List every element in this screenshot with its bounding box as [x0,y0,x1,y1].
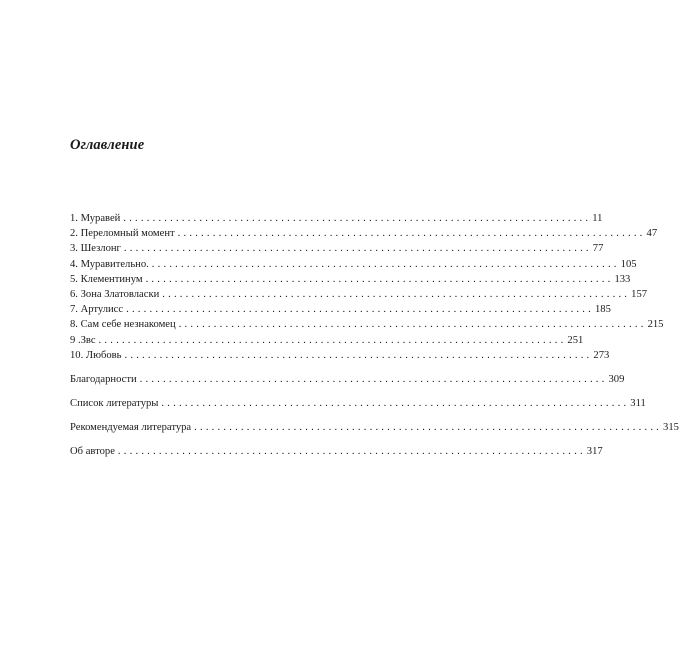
toc-entry-label: 9 .Звс [70,334,96,346]
toc-entry-label: 1. Муравей [70,213,121,224]
leader-dots: ................................................................................ [98,334,567,346]
toc-entry-page: 77 [592,243,604,255]
toc-entry [70,287,648,302]
toc-entry-label: 4. Муравительно. [70,258,149,270]
leader-dots: ................................................................................ [161,397,630,409]
toc-entry-page: 251 [567,334,584,346]
toc-entry-page: 317 [586,445,603,457]
toc-entry [70,272,631,287]
leader-dots: ................................................................................ [124,349,593,361]
toc-entry [70,302,611,317]
toc-title: Оглавление [70,137,145,153]
toc-entry-label: 5. Клементинум [70,273,143,285]
toc-entry-page: 315 [663,421,679,433]
toc-entry-page: 185 [594,304,611,316]
toc-back-matter-entry [70,372,625,387]
toc-entry-page: 273 [593,349,610,361]
leader-dots: ................................................................................ [139,373,608,385]
leader-dots: ................................................................................ [162,288,631,300]
leader-dots: ................................................................................ [145,273,614,285]
toc-entry-label: Список литературы [70,397,159,409]
toc-entry-page: 311 [630,397,646,409]
toc-entry-page: 47 [646,228,658,240]
toc-entry [70,226,658,241]
table-of-contents [70,211,679,459]
leader-dots: ................................................................................ [123,243,592,255]
toc-back-matter-entry [70,444,603,459]
toc-entry-label: Рекомендуемая литература [70,421,192,433]
leader-dots: ................................................................................ [117,445,586,457]
leader-dots: ................................................................................ [194,421,663,433]
toc-entry [70,257,637,272]
toc-entry-page: 157 [631,288,648,300]
toc-back-matter-entry [70,396,646,411]
leader-dots: ................................................................................ [123,213,592,224]
toc-entry-label: Об авторе [70,445,115,457]
toc-entry-label: Благодарности [70,373,137,385]
toc-entry-page: 11 [592,213,603,224]
leader-dots: ................................................................................ [177,228,646,240]
toc-entry-label: 10. Любовь [70,349,122,361]
toc-entry [70,348,610,363]
toc-entry [70,211,603,226]
toc-entry-page: 105 [620,258,637,270]
toc-entry-label: 3. Шезлонг [70,243,121,255]
leader-dots: ................................................................................ [151,258,620,270]
toc-back-matter-entry [70,420,679,435]
toc-entry [70,333,584,348]
toc-entry-label: 8. Сам себе незнакомец [70,319,176,331]
toc-entry-label: 7. Артулисс [70,304,124,316]
toc-entry-page: 309 [608,373,625,385]
toc-entry [70,241,604,256]
toc-entry-label: 2. Переломный момент [70,228,175,240]
toc-entry-page: 215 [647,319,664,331]
toc-entry [70,317,664,332]
leader-dots: ................................................................................ [126,304,594,316]
toc-entry-page: 133 [614,273,631,285]
leader-dots: ................................................................................ [178,319,647,331]
toc-entry-label: 6. Зона Златовласки [70,288,160,300]
